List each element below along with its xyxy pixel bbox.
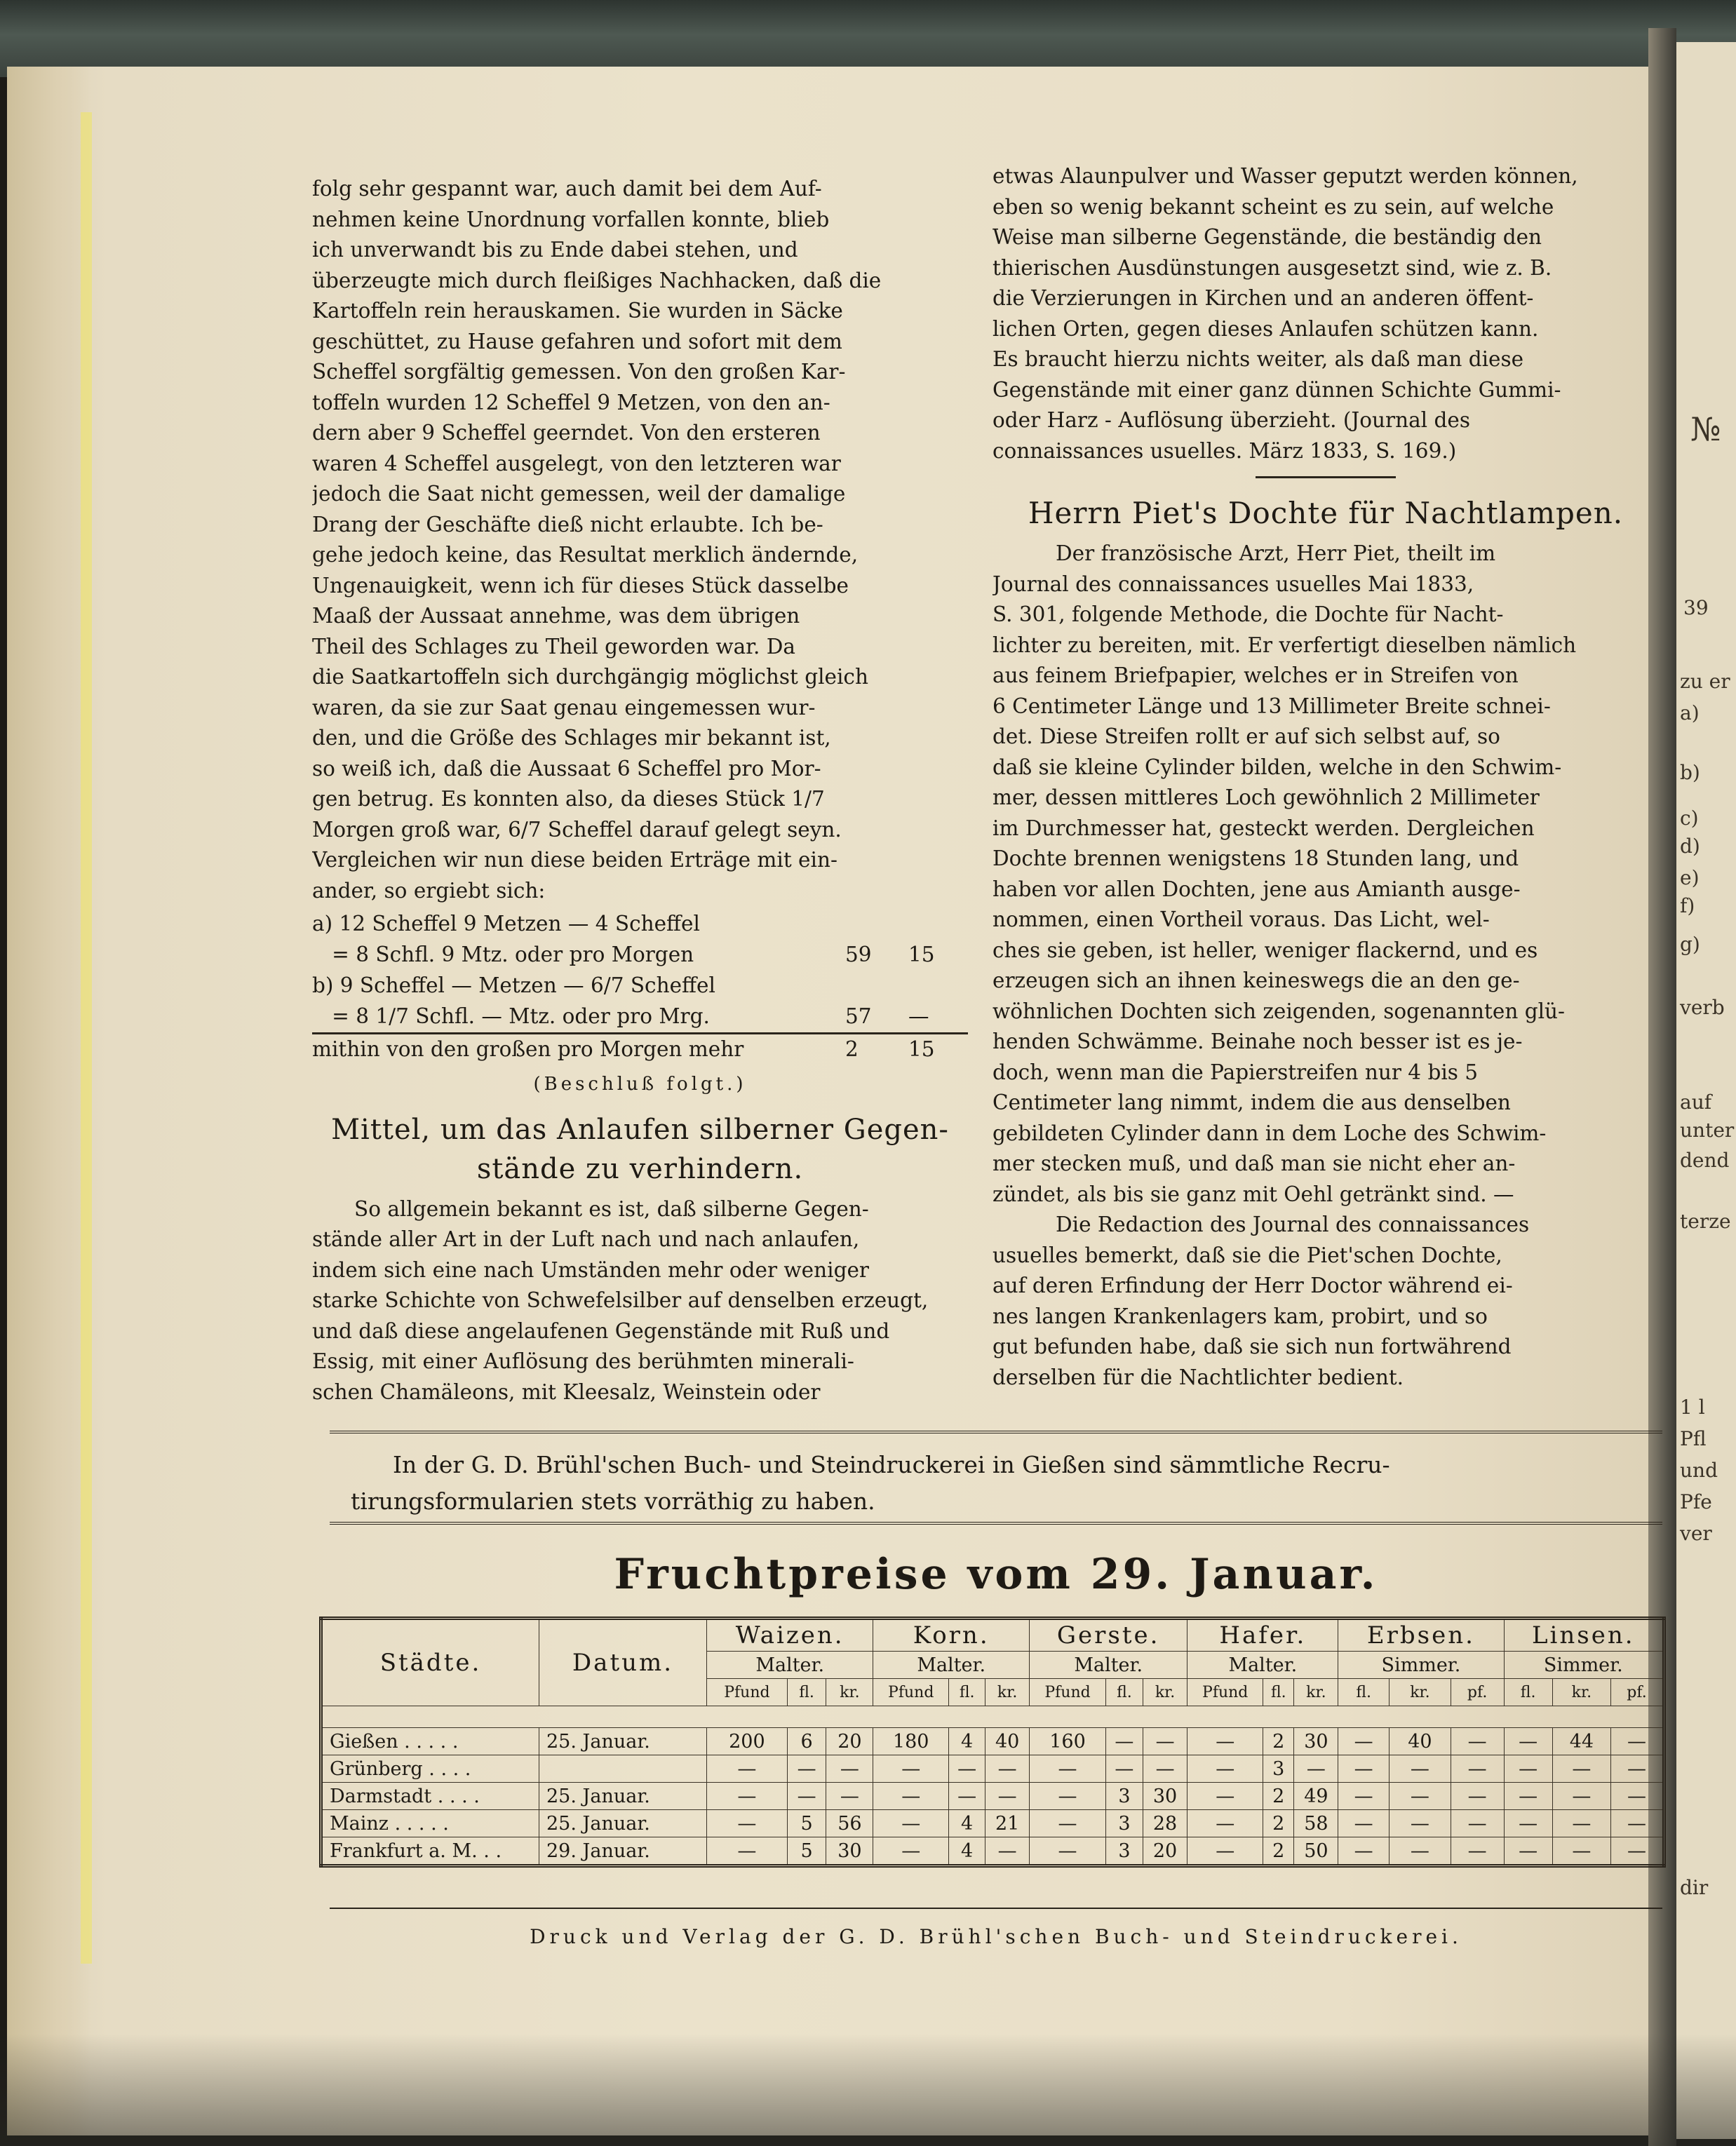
article-wicks-text [993, 539, 1659, 1393]
text-line: folg sehr gespannt war, auch damit bei dem Auf- [312, 177, 822, 201]
header-grain-erbsen: Erbsen. [1338, 1619, 1504, 1652]
price-cell: — [1030, 1837, 1106, 1866]
price-cell: 3 [1106, 1810, 1143, 1837]
calc-text: = 8 Schfl. 9 Mtz. oder pro Morgen [312, 943, 694, 966]
subheader: Pfund [1030, 1679, 1106, 1706]
price-cell: — [1187, 1728, 1263, 1755]
price-cell: — [1451, 1783, 1504, 1810]
text-line: erzeugen sich an ihnen keineswegs die an den ge- [993, 969, 1520, 992]
calc-text: = 8 1/7 Schfl. — Mtz. oder pro Mrg. [312, 1004, 710, 1028]
page-edge-stain [7, 67, 91, 2135]
text-line: Morgen groß war, 6/7 Scheffel darauf gelegt seyn. [312, 817, 842, 842]
table-row [321, 1755, 1664, 1783]
section-rule [1256, 476, 1396, 478]
price-cell: — [1030, 1810, 1106, 1837]
header-unit: Malter. [873, 1652, 1030, 1679]
article-heading-silver [312, 1110, 968, 1189]
price-cell: — [707, 1783, 788, 1810]
price-cell: — [1611, 1783, 1664, 1810]
text-line: Theil des Schlages zu Theil geworden war. Da [312, 634, 796, 659]
price-cell: — [826, 1755, 873, 1783]
price-cell: 30 [1143, 1783, 1187, 1810]
calc-row [312, 1001, 968, 1034]
price-cell: — [985, 1783, 1030, 1810]
article-silver-text [312, 1194, 968, 1408]
text-line: usuelles bemerkt, daß sie die Piet'schen Dochte, [993, 1243, 1502, 1267]
calc-value: 15 [908, 943, 935, 966]
city-cell: Darmstadt . . . . [321, 1783, 539, 1810]
text-line: waren, da sie zur Saat genau eingemessen wur- [312, 695, 816, 720]
header-unit: Malter. [707, 1652, 873, 1679]
price-cell: 3 [1106, 1783, 1143, 1810]
price-cell: — [707, 1837, 788, 1866]
header-grain-linsen: Linsen. [1504, 1619, 1664, 1652]
article-potato-text [312, 174, 968, 906]
subheader: Pfund [1187, 1679, 1263, 1706]
market-prices-title: Fruchtpreise vom 29. Januar. [614, 1550, 1378, 1599]
text-line: haben vor allen Dochten, jene aus Amianth ausge- [993, 877, 1521, 901]
text-line: schen Chamäleons, mit Kleesalz, Weinstein oder [312, 1379, 821, 1404]
price-cell: — [1451, 1837, 1504, 1866]
subheader: Pfund [873, 1679, 949, 1706]
text-line: det. Diese Streifen rollt er auf sich selbst auf, so [993, 724, 1500, 748]
subheader: kr. [1143, 1679, 1187, 1706]
price-cell: — [1294, 1755, 1338, 1783]
price-cell: — [1611, 1755, 1664, 1783]
text-line: lichen Orten, gegen dieses Anlaufen schützen kann. [993, 316, 1539, 341]
page-bottom-shadow [0, 2034, 1736, 2146]
text-line: Weise man silberne Gegenstände, die beständig den [993, 225, 1542, 249]
separator-rule [330, 1908, 1662, 1909]
margin-fragment: 39 [1683, 596, 1709, 619]
text-line: Maaß der Aussaat annehme, was dem übrigen [312, 604, 800, 628]
price-cell: — [1504, 1810, 1552, 1837]
price-cell: — [1338, 1810, 1390, 1837]
price-cell: — [1552, 1837, 1610, 1866]
price-cell: 30 [826, 1837, 873, 1866]
price-cell: — [1187, 1810, 1263, 1837]
price-cell: — [1611, 1837, 1664, 1866]
date-cell: 25. Januar. [539, 1810, 707, 1837]
price-cell: — [1390, 1837, 1451, 1866]
text-line: gen betrug. Es konnten also, da dieses Stück 1/7 [312, 787, 825, 811]
text-line: gehe jedoch keine, das Resultat merklich ändernde, [312, 543, 859, 567]
price-cell: — [1504, 1728, 1552, 1755]
price-cell: 2 [1263, 1728, 1294, 1755]
subheader: fl. [1504, 1679, 1552, 1706]
price-cell: 40 [1390, 1728, 1451, 1755]
text-line: oder Harz - Auflösung überzieht. (Journal des [993, 408, 1470, 432]
price-cell: — [1338, 1728, 1390, 1755]
text-line: im Durchmesser hat, gesteckt werden. Dergleichen [993, 816, 1535, 840]
price-cell: — [787, 1783, 826, 1810]
text-line: Der französische Arzt, Herr Piet, theilt im [1056, 541, 1496, 565]
price-cell: 3 [1263, 1755, 1294, 1783]
subheader: kr. [1552, 1679, 1610, 1706]
text-line: wöhnlichen Dochten sich zeigenden, sogenannten glü- [993, 999, 1566, 1023]
text-line: Dochte brennen wenigstens 18 Stunden lang, und [993, 846, 1519, 870]
margin-fragment: e) [1680, 866, 1700, 889]
text-line: lichter zu bereiten, mit. Er verfertigt dieselben nämlich [993, 633, 1577, 657]
text-line: jedoch die Saat nicht gemessen, weil der damalige [312, 482, 846, 506]
header-unit: Malter. [1187, 1652, 1338, 1679]
printer-notice [351, 1447, 1662, 1520]
subheader: pf. [1611, 1679, 1664, 1706]
price-cell: 56 [826, 1810, 873, 1837]
text-line: daß sie kleine Cylinder bilden, welche in den Schwim- [993, 755, 1562, 779]
price-cell: 20 [826, 1728, 873, 1755]
margin-fragment: d) [1680, 835, 1700, 858]
text-line: henden Schwämme. Beinahe noch besser ist es je- [993, 1030, 1523, 1053]
price-cell: — [1187, 1783, 1263, 1810]
grain-price-table [319, 1617, 1666, 1868]
date-cell [539, 1755, 707, 1783]
calc-value: — [908, 1004, 929, 1028]
margin-fragment: Pfl [1680, 1427, 1707, 1450]
price-cell: — [1390, 1755, 1451, 1783]
text-line: indem sich eine nach Umständen mehr oder weniger [312, 1257, 870, 1282]
margin-fragment: f) [1680, 894, 1695, 917]
text-line: zündet, als bis sie ganz mit Oehl getränkt sind. — [993, 1182, 1514, 1206]
calc-value: 59 [845, 943, 872, 966]
header-cities: Städte. [321, 1619, 539, 1706]
price-cell: 4 [949, 1837, 985, 1866]
subheader: fl. [1263, 1679, 1294, 1706]
text-line: starke Schichte von Schwefelsilber auf denselben erzeugt, [312, 1288, 929, 1312]
margin-fragment: b) [1680, 761, 1700, 784]
article-silver-continued [993, 161, 1659, 466]
margin-fragment: und [1680, 1459, 1718, 1482]
table-row [321, 1837, 1664, 1866]
calc-text: a) 12 Scheffel 9 Metzen — 4 Scheffel [312, 912, 700, 936]
text-line: Scheffel sorgfältig gemessen. Von den großen Kar- [312, 360, 846, 384]
text-line: thierischen Ausdünstungen ausgesetzt sind, wie z. B. [993, 255, 1552, 280]
price-cell: — [949, 1755, 985, 1783]
price-cell: 50 [1294, 1837, 1338, 1866]
text-line: überzeugte mich durch fleißiges Nachhacken, daß die [312, 268, 882, 292]
text-line: dern aber 9 Scheffel geerndet. Von den ersteren [312, 421, 821, 445]
text-line: toffeln wurden 12 Scheffel 9 Metzen, von den an- [312, 390, 830, 414]
text-line: ches sie geben, ist heller, weniger flackernd, und es [993, 938, 1538, 962]
price-cell: — [1106, 1728, 1143, 1755]
text-line: ander, so ergiebt sich: [312, 878, 546, 903]
margin-fragment: c) [1680, 807, 1699, 830]
separator-rule [330, 1431, 1662, 1433]
price-cell: — [873, 1837, 949, 1866]
text-line: connaissances usuelles. März 1833, S. 169.) [993, 438, 1457, 463]
text-line: mer, dessen mittleres Loch gewöhnlich 2 Millimeter [993, 785, 1540, 809]
calc-text: b) 9 Scheffel — Metzen — 6/7 Scheffel [312, 973, 715, 997]
heading-line: Mittel, um das Anlaufen silberner Gegen- [331, 1113, 949, 1146]
notice-line: In der G. D. Brühl'schen Buch- und Steindruckerei in Gießen sind sämmtliche Recru- [393, 1451, 1390, 1478]
yellow-margin-strip [81, 112, 92, 1964]
margin-fragment: ver [1680, 1522, 1712, 1545]
subheader: kr. [1390, 1679, 1451, 1706]
price-cell: 44 [1552, 1728, 1610, 1755]
text-line: nommen, einen Vortheil voraus. Das Licht, wel- [993, 907, 1490, 931]
price-cell: — [1611, 1810, 1664, 1837]
price-cell: 160 [1030, 1728, 1106, 1755]
subheader: kr. [985, 1679, 1030, 1706]
text-line: Ungenauigkeit, wenn ich für dieses Stück dasselbe [312, 573, 849, 598]
right-column [993, 161, 1659, 1393]
margin-fragment: unter [1680, 1119, 1735, 1142]
price-cell: 2 [1263, 1837, 1294, 1866]
calc-value: 2 [845, 1037, 859, 1061]
subheader: fl. [949, 1679, 985, 1706]
subheader: fl. [1106, 1679, 1143, 1706]
text-line: geschüttet, zu Hause gefahren und sofort mit dem [312, 329, 842, 353]
price-cell: 49 [1294, 1783, 1338, 1810]
header-grain-waizen: Waizen. [707, 1619, 873, 1652]
price-cell: 5 [787, 1837, 826, 1866]
price-cell: 20 [1143, 1837, 1187, 1866]
book-spine-top [0, 0, 1736, 77]
table-row [321, 1783, 1664, 1810]
price-cell: 180 [873, 1728, 949, 1755]
margin-fragment: a) [1680, 701, 1700, 724]
price-cell: — [1030, 1755, 1106, 1783]
text-line: etwas Alaunpulver und Wasser geputzt werden können, [993, 164, 1578, 188]
text-line: Journal des connaissances usuelles Mai 1833, [993, 572, 1474, 596]
price-cell: — [1187, 1755, 1263, 1783]
price-cell: — [949, 1783, 985, 1810]
price-cell: — [1030, 1783, 1106, 1810]
calc-value: 15 [908, 1037, 935, 1061]
margin-fragment: Pfe [1680, 1490, 1712, 1513]
text-line: so weiß ich, daß die Aussaat 6 Scheffel pro Mor- [312, 756, 821, 781]
subheader: kr. [1294, 1679, 1338, 1706]
text-line: Die Redaction des Journal des connaissances [1056, 1213, 1530, 1236]
price-cell: — [1552, 1783, 1610, 1810]
price-cell: 58 [1294, 1810, 1338, 1837]
table-row [321, 1810, 1664, 1837]
notice-line: tirungsformularien stets vorräthig zu haben. [351, 1487, 875, 1515]
text-line: Kartoffeln rein herauskamen. Sie wurden in Säcke [312, 299, 843, 323]
text-line: die Verzierungen in Kirchen und an anderen öffent- [993, 286, 1534, 310]
price-cell: 28 [1143, 1810, 1187, 1837]
subheader: pf. [1451, 1679, 1504, 1706]
text-line: So allgemein bekannt es ist, daß silberne Gegen- [354, 1196, 869, 1221]
price-cell: — [707, 1810, 788, 1837]
price-cell: — [985, 1837, 1030, 1866]
date-cell: 25. Januar. [539, 1783, 707, 1810]
price-cell: — [787, 1755, 826, 1783]
text-line: auf deren Erfindung der Herr Doctor während ei- [993, 1274, 1513, 1297]
price-cell: — [1552, 1810, 1610, 1837]
calc-row [312, 909, 968, 940]
price-rows [321, 1728, 1664, 1866]
text-line: S. 301, folgende Methode, die Dochte für Nacht- [993, 602, 1504, 626]
text-line: mer stecken muß, und daß man sie nicht eher an- [993, 1152, 1516, 1175]
separator-rule [330, 1522, 1662, 1525]
price-cell: 200 [707, 1728, 788, 1755]
price-cell: 40 [985, 1728, 1030, 1755]
text-line: nehmen keine Unordnung vorfallen konnte, blieb [312, 207, 830, 231]
price-cell: 30 [1294, 1728, 1338, 1755]
margin-fragment: 1 l [1680, 1396, 1705, 1419]
price-cell: 2 [1263, 1783, 1294, 1810]
text-line: gebildeten Cylinder dann in dem Loche des Schwim- [993, 1121, 1547, 1145]
price-cell: — [1451, 1810, 1504, 1837]
header-grain-gerste: Gerste. [1030, 1619, 1187, 1652]
text-line: doch, wenn man die Papierstreifen nur 4 bis 5 [993, 1060, 1479, 1084]
yield-calculation [312, 909, 968, 1065]
price-cell: 2 [1263, 1810, 1294, 1837]
price-cell: — [1390, 1810, 1451, 1837]
price-cell: — [985, 1755, 1030, 1783]
subheader: Pfund [707, 1679, 788, 1706]
price-cell: 6 [787, 1728, 826, 1755]
margin-fragment: dir [1680, 1876, 1709, 1899]
price-cell: — [1451, 1728, 1504, 1755]
date-cell: 29. Januar. [539, 1837, 707, 1866]
margin-fragment: № [1690, 410, 1721, 448]
city-cell: Mainz . . . . . [321, 1810, 539, 1837]
text-line: nes langen Krankenlagers kam, probirt, und so [993, 1304, 1488, 1328]
text-line: eben so wenig bekannt scheint es zu sein, auf welche [993, 194, 1554, 219]
price-cell: — [1338, 1837, 1390, 1866]
margin-fragment: verb [1680, 996, 1725, 1019]
text-line: waren 4 Scheffel ausgelegt, von den letzteren war [312, 451, 841, 475]
calc-row [312, 971, 968, 1001]
table-row [321, 1728, 1664, 1755]
text-line: Drang der Geschäfte dieß nicht erlaubte. Ich be- [312, 512, 823, 536]
margin-fragment: dend [1680, 1149, 1730, 1172]
price-cell: — [826, 1783, 873, 1810]
text-line: Vergleichen wir nun diese beiden Erträge mit ein- [312, 848, 837, 872]
text-line: Es braucht hierzu nichts weiter, als daß man diese [993, 347, 1524, 371]
price-cell: 4 [949, 1728, 985, 1755]
price-cell: 21 [985, 1810, 1030, 1837]
margin-fragment: zu er [1680, 670, 1730, 693]
city-cell: Grünberg . . . . [321, 1755, 539, 1783]
city-cell: Frankfurt a. M. . . [321, 1837, 539, 1866]
next-page-edge [1676, 42, 1736, 2139]
table-spacer [321, 1706, 1664, 1728]
text-line: Gegenstände mit einer ganz dünnen Schichte Gummi- [993, 377, 1561, 402]
price-cell: — [1552, 1755, 1610, 1783]
price-cell: — [1338, 1783, 1390, 1810]
price-cell: — [1451, 1755, 1504, 1783]
text-line: und daß diese angelaufenen Gegenstände mit Ruß und [312, 1318, 890, 1343]
price-cell: — [873, 1783, 949, 1810]
calc-text: mithin von den großen pro Morgen mehr [312, 1037, 744, 1061]
price-cell: 5 [787, 1810, 826, 1837]
text-line: derselben für die Nachtlichter bedient. [993, 1365, 1404, 1389]
margin-fragment: terze [1680, 1210, 1731, 1233]
price-cell: — [873, 1810, 949, 1837]
header-unit: Simmer. [1338, 1652, 1504, 1679]
header-unit: Simmer. [1504, 1652, 1664, 1679]
subheader: kr. [826, 1679, 873, 1706]
date-cell: 25. Januar. [539, 1728, 707, 1755]
text-line: ich unverwandt bis zu Ende dabei stehen, und [312, 238, 798, 262]
header-date: Datum. [539, 1619, 707, 1706]
calc-value: 57 [845, 1004, 872, 1028]
price-cell: — [707, 1755, 788, 1783]
price-cell: — [1143, 1755, 1187, 1783]
price-cell: — [1504, 1837, 1552, 1866]
text-line: Centimeter lang nimmt, indem die aus denselben [993, 1091, 1511, 1114]
margin-fragment: g) [1680, 933, 1700, 956]
price-cell: — [1504, 1783, 1552, 1810]
text-line: aus feinem Briefpapier, welches er in Streifen von [993, 663, 1519, 687]
price-cell: — [1504, 1755, 1552, 1783]
heading-line: stände zu verhindern. [476, 1152, 804, 1185]
imprint-footer: Druck und Verlag der G. D. Brühl'schen Buch- und Steindruckerei. [530, 1925, 1462, 1948]
text-line: 6 Centimeter Länge und 13 Millimeter Breite schnei- [993, 694, 1551, 718]
subheader: fl. [787, 1679, 826, 1706]
header-grain-korn: Korn. [873, 1619, 1030, 1652]
price-cell: — [1338, 1755, 1390, 1783]
article-heading-wicks: Herrn Piet's Dochte für Nachtlampen. [1028, 496, 1624, 530]
price-cell: — [1611, 1728, 1664, 1755]
price-cell: 3 [1106, 1837, 1143, 1866]
calc-row [312, 940, 968, 971]
left-column [312, 174, 968, 1408]
margin-fragment: auf [1680, 1091, 1712, 1114]
price-cell: — [1106, 1755, 1143, 1783]
text-line: Essig, mit einer Auflösung des berühmten minerali- [312, 1349, 854, 1373]
price-cell: — [1143, 1728, 1187, 1755]
price-cell: — [873, 1755, 949, 1783]
header-unit: Malter. [1030, 1652, 1187, 1679]
text-line: stände aller Art in der Luft nach und nach anlaufen, [312, 1227, 860, 1251]
city-cell: Gießen . . . . . [321, 1728, 539, 1755]
price-cell: — [1187, 1837, 1263, 1866]
subheader: fl. [1338, 1679, 1390, 1706]
price-cell: 4 [949, 1810, 985, 1837]
text-line: die Saatkartoffeln sich durchgängig möglichst gleich [312, 665, 868, 689]
price-cell: — [1390, 1783, 1451, 1810]
continued-note: (Beschluß folgt.) [533, 1074, 747, 1095]
header-grain-hafer: Hafer. [1187, 1619, 1338, 1652]
text-line: gut befunden habe, daß sie sich nun fortwährend [993, 1335, 1512, 1358]
calc-row [312, 1034, 968, 1065]
text-line: den, und die Größe des Schlages mir bekannt ist, [312, 726, 831, 750]
